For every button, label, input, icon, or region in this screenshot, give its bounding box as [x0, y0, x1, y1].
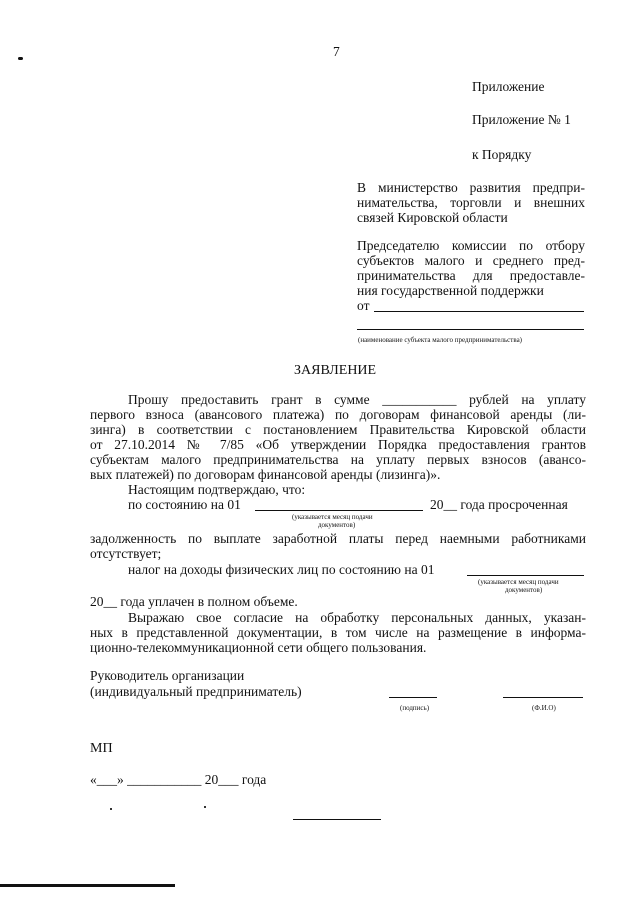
name-caption: (Ф.И.О) — [532, 704, 556, 712]
ministry-line-3: связей Кировской области — [357, 210, 508, 225]
state-prefix: по состоянию на 01 — [128, 497, 241, 512]
chairman-line-3: принимательства для предоставле- — [357, 268, 585, 283]
consent-line-2: ных в представленной документации, в том числе на размещение в информа- — [90, 625, 586, 640]
para1-line-6: вых платежей) по договорам финансовой аренды (лизинга)». — [90, 467, 441, 482]
debt-text — [90, 531, 586, 561]
consent-line-3: ционно-телекоммуникационной сети общего пользования. — [90, 640, 427, 655]
debt-line-1: задолженность по выплате заработной платы перед наемными работниками — [90, 531, 586, 546]
consent-paragraph — [90, 610, 586, 655]
from-line-1 — [374, 311, 584, 312]
from-line-2 — [357, 329, 584, 330]
para1-line-3: зинга) в соответствии с постановлением Правительства Кировской области — [90, 422, 586, 437]
debt-line-2: отсутствует; — [90, 546, 162, 561]
tax-prefix: налог на доходы физических лиц по состоянию на 01 — [128, 562, 435, 577]
state-caption-2: документов) — [318, 521, 356, 529]
signature-caption: (подпись) — [400, 704, 430, 712]
page-number: 7 — [333, 44, 340, 59]
para1-line-5: субъектам малого предпринимательства на уплату первых взносов (авансо- — [90, 452, 586, 467]
state-caption-1: (указывается месяц подачи — [292, 513, 373, 521]
consent-line-1: Выражаю свое согласие на обработку персональных данных, указан- — [128, 610, 586, 625]
chairman-line-4: ния государственной поддержки — [357, 283, 544, 298]
document-title: ЗАЯВЛЕНИЕ — [294, 363, 377, 378]
ministry-line-1: В министерство развития предпри- — [357, 180, 585, 195]
separator-line — [293, 819, 381, 820]
addressee-chairman — [357, 238, 585, 298]
state-year: 20__ года просроченная — [430, 497, 568, 512]
from-label: от — [357, 298, 370, 313]
para1-line-1: Прошу предоставить грант в сумме ___________ рублей на уплату — [128, 392, 586, 407]
stamp-label: МП — [90, 741, 113, 756]
tax-caption-1: (указывается месяц подачи — [478, 578, 559, 586]
appendix-label: Приложение — [472, 79, 545, 94]
tax-caption-2: документов) — [505, 586, 543, 594]
signature-line — [389, 697, 437, 698]
para1-line-4: от 27.10.2014 № 7/85 «Об утверждении Порядка предоставления грантов — [90, 437, 586, 452]
tax-paid-text: 20__ года уплачен в полном объеме. — [90, 594, 298, 609]
appendix-number: Приложение № 1 — [472, 112, 571, 127]
appendix-to-order: к Порядку — [472, 147, 532, 162]
ministry-line-2: нимательства, торговли и внешних — [357, 195, 585, 210]
footnote-rule — [0, 884, 175, 887]
head-label-2: (индивидуальный предприниматель) — [90, 684, 302, 699]
scan-speck — [110, 808, 112, 810]
confirm-text: Настоящим подтверждаю, что: — [128, 482, 306, 497]
chairman-line-2: субъектов малого и среднего пред- — [357, 253, 585, 268]
date-line: «___» ___________ 20___ года — [90, 772, 267, 787]
para1-line-2: первого взноса (авансового платежа) по договорам финансовой аренды (ли- — [90, 407, 586, 422]
name-line — [503, 697, 583, 698]
tax-month-line — [467, 575, 584, 576]
from-caption: (наименование субъекта малого предпринимательства) — [358, 336, 523, 344]
addressee-ministry — [357, 180, 585, 225]
chairman-line-1: Председателю комиссии по отбору — [357, 238, 585, 253]
scan-speck — [204, 806, 206, 808]
scan-dot — [18, 57, 23, 60]
grant-request-paragraph — [90, 392, 586, 482]
head-label-1: Руководитель организации — [90, 668, 245, 683]
state-month-line — [255, 510, 423, 511]
